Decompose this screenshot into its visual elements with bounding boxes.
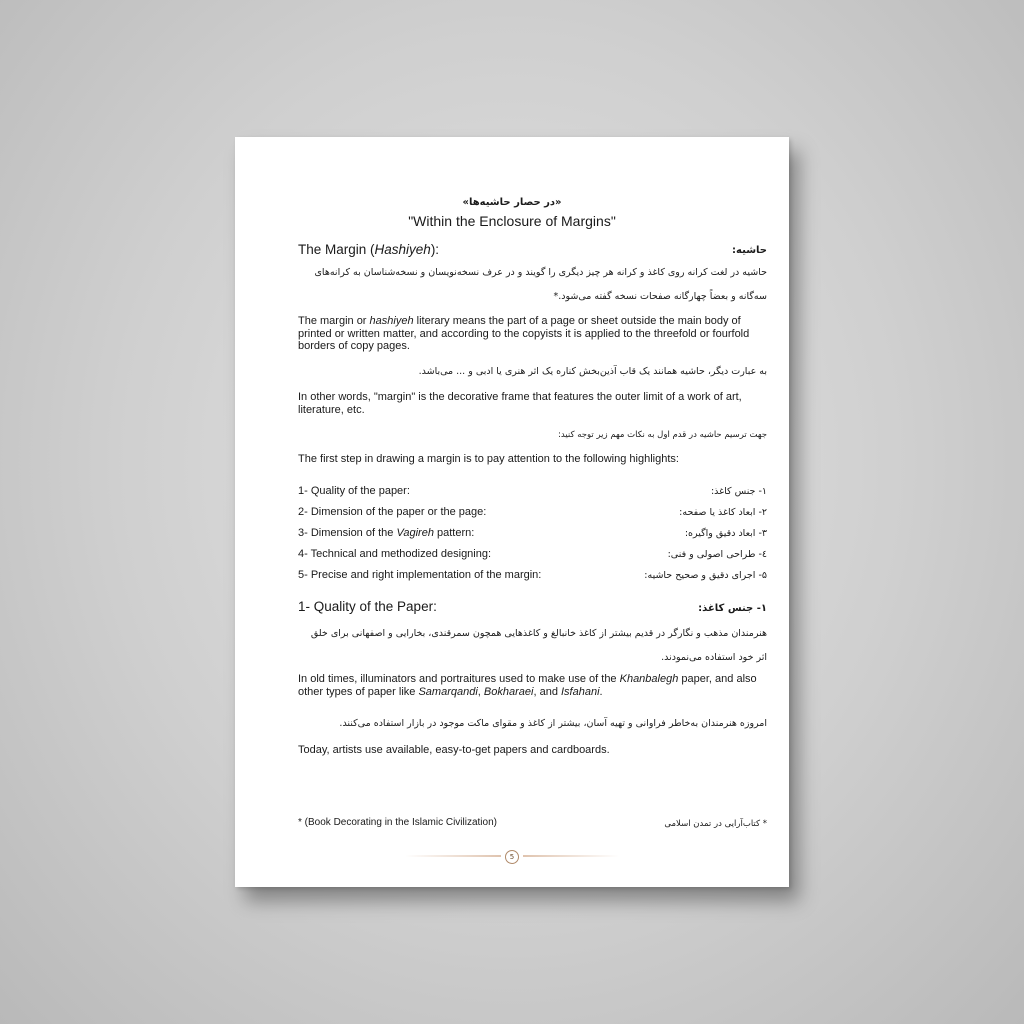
list-item-persian: ۲- ابعاد کاغذ یا صفحه:	[679, 507, 767, 518]
footnote-persian: * کتاب‌آرایی در تمدن اسلامی	[664, 819, 767, 829]
text: 3- Dimension of the	[298, 527, 397, 539]
text: ,	[477, 685, 484, 698]
text: paper, and also other types of paper like	[298, 673, 757, 698]
footnote-english: * (Book Decorating in the Islamic Civilization)	[298, 817, 497, 828]
list-item-persian: ۵- اجرای دقیق و صحیح حاشیه:	[644, 570, 767, 581]
list-item-persian: ۱- جنس کاغذ:	[710, 486, 767, 497]
section2-heading-english: 1- Quality of the Paper:	[298, 599, 437, 614]
heading-italic-term: Hashiyeh	[374, 242, 431, 257]
title-english: "Within the Enclosure of Margins"	[408, 213, 616, 229]
paragraph-line: هنرمندان مذهب و نگارگر در قدیم بیشتر از کاغذ خانبالغ و کاغذهایی همچون سمرقندی، بخارایی و اصفهانی برای خلق	[310, 628, 767, 639]
italic-term: Samarqandi	[418, 685, 478, 698]
list-item-english	[298, 506, 486, 518]
section1-heading-english	[298, 242, 439, 257]
text: , and	[533, 685, 561, 698]
document-page	[235, 137, 789, 887]
paragraph-persian	[275, 622, 767, 670]
text: 2- Dimension of the paper or the page:	[298, 506, 487, 518]
heading-text: The Margin (	[298, 242, 375, 257]
text: The margin or	[298, 315, 370, 327]
page-footer-ornament	[405, 849, 619, 863]
text: pattern:	[433, 527, 475, 539]
section1-heading-persian: حاشیه:	[732, 245, 767, 256]
text: .	[599, 685, 603, 698]
paragraph-line: حاشیه در لغت کرانه روی کاغذ و کرانه هر چیز دیگری را گویند و در عرف نسخه‌نویسان و نسخه‌شناسان به کرانه‌های	[314, 267, 767, 278]
paragraph-line: اثر خود استفاده می‌نمودند.	[661, 652, 767, 663]
paragraph-english	[298, 315, 768, 353]
text: 5- Precise and right implementation of the margin:	[298, 569, 542, 581]
list-item-english	[298, 569, 541, 581]
paragraph-line: سه‌گانه و بعضاً چهارگانه صفحات نسخه گفته می‌شود.*	[553, 291, 767, 302]
ornament-line-right	[523, 855, 619, 857]
italic-term: hashiyeh	[369, 315, 414, 327]
paragraph-persian: جهت ترسیم حاشیه در قدم اول به نکات مهم زیر توجه کنید:	[558, 430, 767, 440]
italic-term: Vagireh	[396, 527, 434, 539]
paragraph-persian: به عبارت دیگر، حاشیه همانند یک قاب آذین‌بخش کناره یک اثر هنری یا ادبی و ... می‌باشد.	[418, 366, 767, 377]
italic-term: Isfahani	[561, 685, 600, 698]
paragraph-english	[298, 673, 768, 698]
list-item-persian: ۳- ابعاد دقیق واگیره:	[684, 528, 767, 539]
text: In old times, illuminators and portraitures used to make use of the	[298, 673, 620, 685]
paragraph-persian: امروزه هنرمندان به‌خاطر فراوانی و تهیه آسان، بیشتر از کاغذ و مقوای ماکت موجود در بازار استفاده می‌کنند.	[339, 718, 767, 729]
list-item-english	[298, 548, 491, 560]
section2-heading-persian: ۱- جنس کاغذ:	[698, 603, 767, 614]
italic-term: Khanbalegh	[619, 673, 679, 685]
paragraph-english: Today, artists use available, easy-to-get papers and cardboards.	[298, 744, 610, 756]
list-item-english	[298, 527, 474, 539]
heading-text: ):	[430, 242, 440, 257]
title-persian: «در حصار حاشیه‌ها»	[462, 197, 562, 208]
text: 4- Technical and methodized designing:	[298, 548, 492, 560]
text: literary means the part of a page or sheet outside the main body of printed or written matter, and according to the copyists it is applied to the threefold or fourfold borders of copy pages.	[298, 315, 750, 352]
page-number: 5	[505, 850, 519, 864]
paragraph-persian	[275, 261, 767, 309]
paragraph-english: The first step in drawing a margin is to pay attention to the following highlights:	[298, 453, 679, 465]
text: 1- Quality of the paper:	[298, 485, 410, 497]
paragraph-english: In other words, "margin" is the decorative frame that features the outer limit of a work of art, literature, etc.	[298, 391, 742, 416]
list-item-english	[298, 485, 410, 497]
ornament-line-left	[405, 855, 501, 857]
list-item-persian: ٤- طراحی اصولی و فنی:	[667, 549, 767, 560]
italic-term: Bokharaei	[483, 685, 534, 698]
